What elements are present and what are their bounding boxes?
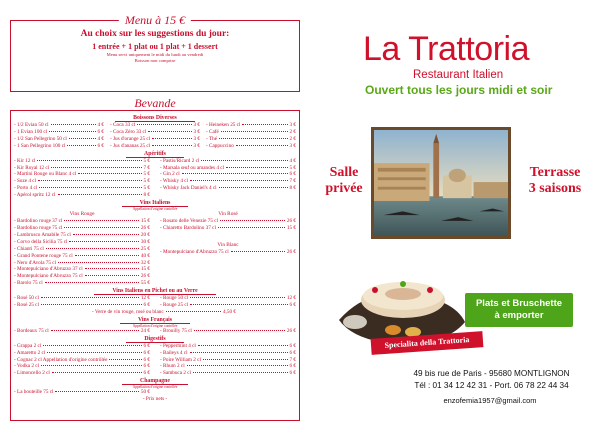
item-price: 5 € xyxy=(143,178,150,185)
section-pichet xyxy=(14,295,296,309)
list-item xyxy=(160,370,296,377)
dot-leader xyxy=(219,138,288,139)
list-item xyxy=(206,122,296,129)
item-price: 6 € xyxy=(143,370,150,377)
item-price: 6 € xyxy=(143,302,150,309)
item-price: 7 € xyxy=(289,356,296,363)
item-name: - Corvo della Sicilia 75 cl xyxy=(14,238,68,245)
list-item xyxy=(110,143,200,150)
item-price: 24 € xyxy=(140,327,150,334)
item-name: - Whisky Jack Daniel's 4 cl xyxy=(160,185,217,192)
venice-painting xyxy=(371,127,511,239)
item-name: - Chiaretto Bardolino 37 cl xyxy=(160,224,216,231)
list-item xyxy=(110,136,200,143)
dot-leader xyxy=(152,145,191,146)
item-name: - Suze 4 cl xyxy=(14,178,37,185)
dot-leader xyxy=(242,124,287,125)
item-name: - Jus d'ananas 25 cl xyxy=(110,142,151,149)
item-name: - Baileys 4 cl xyxy=(160,349,188,356)
dot-leader xyxy=(201,160,287,161)
item-price: 8 € xyxy=(143,192,150,199)
item-price: 3 € xyxy=(193,135,200,142)
list-item xyxy=(14,225,150,232)
list-item: - Verre de vin rouge, rosé ou blanc 4,50 € xyxy=(92,308,236,315)
list-item xyxy=(160,363,296,370)
section-aperitifs xyxy=(14,158,296,199)
item-name: - Poire William 2 cl xyxy=(160,356,201,363)
dot-leader xyxy=(49,131,95,132)
item-price: 6 € xyxy=(143,342,150,349)
section-digestifs xyxy=(14,343,296,378)
dot-leader xyxy=(109,359,141,360)
dot-leader xyxy=(231,251,285,252)
dot-leader xyxy=(55,391,138,392)
dot-leader xyxy=(226,167,288,168)
item-price: 6 € xyxy=(289,171,296,178)
dot-leader xyxy=(85,268,139,269)
section-title-vins-francais: Vins Français xyxy=(14,316,296,324)
lunch-menu-intro: Au choix sur les suggestions du jour: xyxy=(80,29,230,39)
vin-rose-title: Vin Rosé xyxy=(218,211,238,218)
list-item xyxy=(14,350,150,357)
list-item xyxy=(206,136,296,143)
item-name: - Coca Zéro 33 cl xyxy=(110,128,147,135)
list-item xyxy=(206,143,296,150)
item-name: - Limoncello 2 cl xyxy=(14,370,50,377)
item-name: - Apérol spritz 12 cl xyxy=(14,192,56,199)
list-item xyxy=(14,266,150,273)
list-item xyxy=(160,302,296,309)
item-name: - Chianti 75 cl xyxy=(14,245,44,252)
item-price: 50 € xyxy=(140,389,150,396)
dot-leader xyxy=(58,262,139,263)
item-price: 26 € xyxy=(286,218,296,225)
list-item xyxy=(160,185,296,192)
list-item xyxy=(160,158,296,165)
section-title-vins-italiens: Vins Italiens xyxy=(14,199,296,207)
terrasse-label: Terrasse 3 saisons xyxy=(528,165,582,196)
item-name: - Porto 4 cl xyxy=(14,185,38,192)
item-name: - Whisky 4 cl xyxy=(160,178,188,185)
item-price: 6 € xyxy=(289,342,296,349)
salle-privee-label: Salle privée xyxy=(325,165,363,196)
item-price: 6 € xyxy=(97,128,104,135)
list-item xyxy=(14,343,150,350)
item-name: - Martini Rouge ou Blanc 4 cl xyxy=(14,171,77,178)
list-item xyxy=(160,343,296,350)
item-name: - 1/2 Evian 50 cl xyxy=(14,122,49,128)
item-price: 2 € xyxy=(289,128,296,135)
item-price: 6 € xyxy=(289,363,296,370)
dot-leader xyxy=(190,304,287,305)
dot-leader xyxy=(221,131,288,132)
item-price: 5 € xyxy=(143,171,150,178)
list-item xyxy=(14,143,104,150)
lunch-menu-options xyxy=(16,41,294,52)
item-price: 15 € xyxy=(286,224,296,231)
item-price: 4 € xyxy=(97,135,104,142)
list-item xyxy=(14,178,150,185)
dot-leader xyxy=(41,365,141,366)
item-name: - Montepulciano d'Abruzzo 75 cl xyxy=(14,273,83,280)
item-price: 6 € xyxy=(143,363,150,370)
list-item xyxy=(14,232,150,239)
list-item xyxy=(160,218,296,225)
item-price: 12 € xyxy=(286,295,296,302)
dot-leader xyxy=(41,304,142,305)
list-item xyxy=(160,165,296,172)
section-title-diverses: Boissons Diverses xyxy=(14,114,296,122)
item-name: - Cappuccino xyxy=(206,142,234,149)
list-item xyxy=(110,122,200,129)
item-price: 26 € xyxy=(286,248,296,255)
list-item xyxy=(14,389,150,396)
vin-blanc-title: Vin Blanc xyxy=(217,241,239,248)
dot-leader xyxy=(45,282,139,283)
specialita-banner: Specialita della Trattoria xyxy=(371,331,484,355)
list-item xyxy=(14,246,150,253)
dot-leader xyxy=(152,138,191,139)
dot-leader xyxy=(85,275,139,276)
item-name: - Coca 33 cl xyxy=(110,122,136,128)
item-price: 15 € xyxy=(140,218,150,225)
item-price: 20 € xyxy=(140,231,150,238)
item-price: 7 € xyxy=(289,178,296,185)
lunch-menu-note: Menu servi uniquement le midi du lundi au vendredi xyxy=(106,52,204,57)
address-text: 49 bis rue de Paris - 95680 MONTLIGNON xyxy=(413,369,570,378)
item-price: 6 € xyxy=(97,142,104,149)
item-name: - Thé xyxy=(206,135,217,142)
section-vins-italiens xyxy=(14,211,296,287)
item-price: 30 € xyxy=(140,238,150,245)
item-price: 4 € xyxy=(97,122,104,128)
dot-leader xyxy=(78,173,141,174)
item-name: - Bordeaux 75 cl xyxy=(14,327,49,334)
section-vins-francais xyxy=(14,328,296,335)
dot-leader xyxy=(38,180,141,181)
dot-leader xyxy=(218,227,285,228)
phone-text: Tél : 01 34 12 42 31 - Port. 06 78 22 44 34 xyxy=(414,381,569,390)
section-title-aperitifs: Apéritifs xyxy=(14,150,296,158)
list-item xyxy=(160,328,296,335)
list-item xyxy=(160,350,296,357)
item-name: - Sambuca 2 cl xyxy=(160,370,191,377)
contact-block xyxy=(379,368,604,392)
item-name: - Peppermint 4 cl xyxy=(160,342,196,349)
list-item xyxy=(110,129,200,136)
email-link[interactable]: enzofemia1957@gmail.com xyxy=(443,396,537,405)
lunch-menu-note-drink: Boisson non comprise xyxy=(134,58,176,63)
item-name: - Heineken 25 cl xyxy=(206,122,241,128)
item-name: - 1/2 San Pellegrino 50 cl xyxy=(14,135,67,142)
item-price: 12 € xyxy=(140,295,150,302)
dot-leader xyxy=(39,187,141,188)
item-name: - La bouteille 75 cl xyxy=(14,389,54,396)
item-name: - Amaretto 2 cl xyxy=(14,349,46,356)
dot-leader xyxy=(51,124,96,125)
takeaway-badge: Plats et Bruschette à emporter xyxy=(465,293,573,327)
list-item xyxy=(14,280,150,287)
item-name: - Rosato delle Venezie 75 cl xyxy=(160,218,218,225)
item-name: - Marsala œuf ou amandes 4 cl xyxy=(160,164,224,171)
list-item xyxy=(14,302,150,309)
option-a: 1 entrée + 1 plat xyxy=(92,42,148,51)
dot-leader xyxy=(41,297,139,298)
list-item xyxy=(14,295,150,302)
item-name: - Cognac 2 cl Appellation d'origine contrôlée xyxy=(14,356,108,363)
menu-panel xyxy=(10,14,300,422)
list-item xyxy=(160,178,296,185)
beverages-title: Bevande xyxy=(128,96,181,110)
dot-leader xyxy=(51,167,141,168)
list-item xyxy=(14,192,150,199)
restaurant-name: La Trattoria xyxy=(363,30,529,68)
list-item xyxy=(14,185,150,192)
item-price: 8 € xyxy=(289,185,296,192)
dot-leader xyxy=(236,145,288,146)
dot-leader xyxy=(193,372,288,373)
item-price: 26 € xyxy=(140,273,150,280)
list-item xyxy=(160,295,296,302)
dot-leader xyxy=(69,138,96,139)
dot-leader xyxy=(46,248,139,249)
opening-hours: Ouvert tous les jours midi et soir xyxy=(365,83,553,97)
aoc-note: Appellation d'origine contrôlée xyxy=(132,385,178,390)
list-item xyxy=(14,158,150,165)
item-price: 6 € xyxy=(143,356,150,363)
list-item xyxy=(14,218,150,225)
dot-leader xyxy=(43,345,141,346)
lunch-menu-content xyxy=(16,28,294,64)
item-name: - Bardolino rouge 75 cl xyxy=(14,224,63,231)
dot-leader xyxy=(51,330,139,331)
dot-leader xyxy=(190,297,285,298)
item-price: 40 € xyxy=(140,252,150,259)
item-price: 3 € xyxy=(193,142,200,149)
item-name: - Café xyxy=(206,128,219,135)
item-price: 6 € xyxy=(289,302,296,309)
dot-leader xyxy=(203,359,288,360)
item-price: 2 € xyxy=(289,135,296,142)
section-diverses xyxy=(14,122,296,150)
item-name: - Rosé 50 cl xyxy=(14,295,39,302)
item-price: 4 € xyxy=(289,157,296,164)
item-price: 3 € xyxy=(193,122,200,128)
prices-note: - Prix nets - xyxy=(142,396,168,403)
beverages-list xyxy=(14,114,296,403)
option-or: ou xyxy=(149,42,158,51)
item-price: 6 € xyxy=(143,349,150,356)
item-name: - Montepulciano d'Abruzzo 75 cl xyxy=(160,248,229,255)
dot-leader xyxy=(182,173,288,174)
item-name: - Barolo 75 cl xyxy=(14,280,43,287)
item-price: 32 € xyxy=(140,259,150,266)
dot-leader xyxy=(187,365,288,366)
list-item xyxy=(14,136,104,143)
dot-leader xyxy=(148,131,191,132)
item-name: - Rouge 25 cl xyxy=(160,302,189,309)
restaurant-panel xyxy=(305,0,607,431)
dot-leader xyxy=(64,220,139,221)
dot-leader xyxy=(37,160,141,161)
item-price: 55 € xyxy=(140,280,150,287)
list-item xyxy=(160,171,296,178)
list-item xyxy=(14,129,104,136)
item-price: 26 € xyxy=(140,224,150,231)
section-title-pichet: Vins Italiens en Pichet ou au Verre xyxy=(14,287,296,295)
list-item xyxy=(160,225,296,232)
list-item xyxy=(14,165,150,172)
item-price: 15 € xyxy=(140,266,150,273)
item-name: - Jus d'orange 25 cl xyxy=(110,135,151,142)
dot-leader xyxy=(219,187,288,188)
dot-leader xyxy=(220,220,285,221)
item-price: 5 € xyxy=(289,164,296,171)
dot-leader xyxy=(64,227,139,228)
lunch-menu-title: Menu à 15 € xyxy=(119,13,191,27)
item-name: - Lambrusco Amabile 75 cl xyxy=(14,231,71,238)
list-item xyxy=(14,171,150,178)
dot-leader xyxy=(137,124,191,125)
item-name: - Rhum 2 cl xyxy=(160,363,185,370)
list-item xyxy=(14,363,150,370)
list-item xyxy=(14,370,150,377)
list-item xyxy=(160,249,296,256)
item-name: - Rosé 25 cl xyxy=(14,302,39,309)
aoc-note: Appellation d'origine contrôlée xyxy=(132,323,178,328)
list-item xyxy=(14,273,150,280)
option-b: 1 plat + 1 dessert xyxy=(159,42,218,51)
item-price: 3 € xyxy=(193,128,200,135)
item-price: 5 € xyxy=(143,157,150,164)
list-item xyxy=(14,328,150,335)
item-price: 6 € xyxy=(289,370,296,377)
aoc-note: Appellation d'origine contrôlée xyxy=(132,207,178,212)
item-name: - Grappa 2 cl xyxy=(14,342,42,349)
item-price: 3 € xyxy=(289,142,296,149)
dot-leader xyxy=(190,180,288,181)
vins-rouge-title: Vins Rouge xyxy=(69,211,95,218)
dot-leader xyxy=(67,145,95,146)
item-price: 5 € xyxy=(143,185,150,192)
item-price: 26 € xyxy=(286,327,296,334)
list-item xyxy=(14,239,150,246)
section-title-digestifs: Digestifs xyxy=(14,335,296,343)
item-name: - 1 Evian 100 cl xyxy=(14,128,48,135)
list-item xyxy=(14,253,150,260)
item-name: - Bardolino rouge 37 cl xyxy=(14,218,63,225)
item-price: 25 € xyxy=(140,245,150,252)
dot-leader xyxy=(75,255,139,256)
item-price: 7 € xyxy=(143,164,150,171)
item-name: - Nero d'Avola 75 cl xyxy=(14,259,57,266)
dot-leader xyxy=(52,372,142,373)
item-name: - 1 San Pellegrino 100 cl xyxy=(14,142,66,149)
dot-leader xyxy=(69,241,138,242)
dot-leader xyxy=(73,234,139,235)
dot-leader xyxy=(190,352,288,353)
list-item xyxy=(14,122,104,129)
dot-leader xyxy=(198,345,288,346)
item-name: - Gin 2 cl xyxy=(160,171,180,178)
item-name: - Rouge 50 cl xyxy=(160,295,189,302)
list-item xyxy=(206,129,296,136)
list-item xyxy=(14,260,150,267)
item-price: 6 € xyxy=(289,349,296,356)
item-price: 3 € xyxy=(289,122,296,128)
section-champagne xyxy=(14,389,296,396)
item-name: - Brouilly 75 cl xyxy=(160,327,192,334)
list-item xyxy=(160,357,296,364)
item-name: - Montepulciano d'Abruzzo 37 cl xyxy=(14,266,83,273)
dot-leader xyxy=(194,330,285,331)
dot-leader xyxy=(58,194,142,195)
list-item xyxy=(14,357,150,364)
dot-leader xyxy=(47,352,141,353)
section-title-champagne: Champagne xyxy=(14,377,296,385)
item-name: - Vodka 2 cl xyxy=(14,363,40,370)
item-name: - Kir 12 cl xyxy=(14,157,36,164)
item-name: - Kir Royal 12 cl xyxy=(14,164,50,171)
item-name: - Grand Pontene rouge 75 cl xyxy=(14,252,73,259)
item-name: - Pastis/Ricard 2 cl xyxy=(160,157,200,164)
restaurant-type: Restaurant Italien xyxy=(413,69,504,81)
